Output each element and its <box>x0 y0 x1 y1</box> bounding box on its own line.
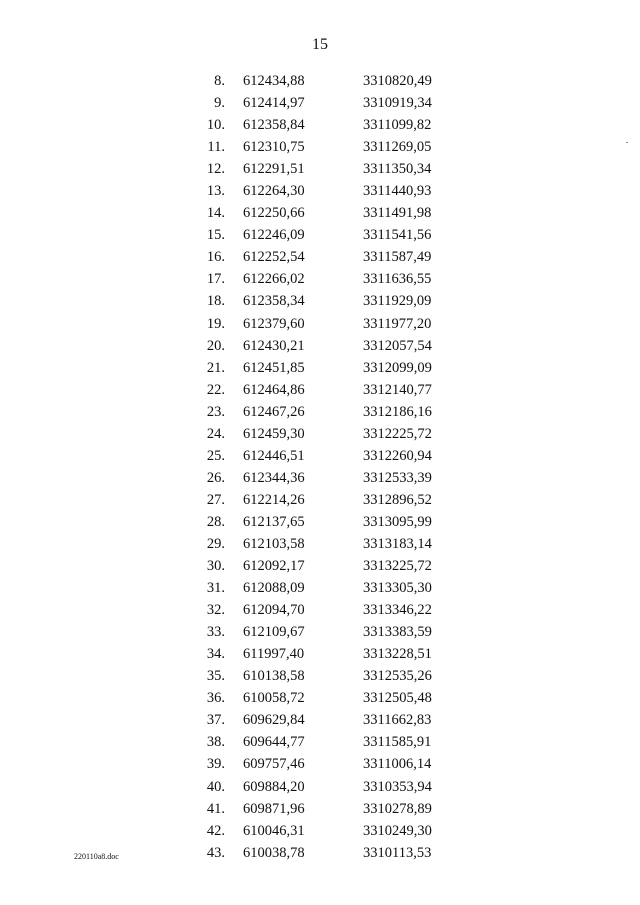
table-row <box>195 379 473 401</box>
table-row <box>195 158 473 180</box>
y-coordinate: 3313346,22 <box>363 602 432 619</box>
point-number: 37. <box>206 712 225 729</box>
table-row <box>195 224 473 246</box>
x-coordinate: 612451,85 <box>243 359 305 376</box>
point-number: 15. <box>206 227 225 244</box>
point-number: 38. <box>206 734 225 751</box>
x-coordinate: 612379,60 <box>243 315 305 332</box>
footer-filename: 220110a8.doc <box>74 852 119 861</box>
x-coordinate: 612266,02 <box>243 271 305 288</box>
point-number: 12. <box>206 161 225 178</box>
y-coordinate: 3311440,93 <box>363 183 432 200</box>
x-coordinate: 612252,54 <box>243 249 305 266</box>
x-coordinate: 611997,40 <box>243 646 305 663</box>
point-number: 42. <box>206 822 225 839</box>
y-coordinate: 3311350,34 <box>363 161 432 178</box>
y-coordinate: 3312186,16 <box>363 403 432 420</box>
table-row <box>195 335 473 357</box>
y-coordinate: 3312533,39 <box>363 469 432 486</box>
table-row <box>195 114 473 136</box>
x-coordinate: 612109,67 <box>243 624 305 641</box>
x-coordinate: 609757,46 <box>243 756 305 773</box>
table-row <box>195 92 473 114</box>
y-coordinate: 3311929,09 <box>363 293 432 310</box>
table-row <box>195 842 473 864</box>
point-number: 31. <box>206 580 225 597</box>
point-number: 29. <box>206 535 225 552</box>
y-coordinate: 3313095,99 <box>363 513 432 530</box>
y-coordinate: 3310278,89 <box>363 800 432 817</box>
y-coordinate: 3311977,20 <box>363 315 432 332</box>
coordinates-table <box>195 70 473 864</box>
point-number: 27. <box>206 491 225 508</box>
table-row <box>195 599 473 621</box>
table-row <box>195 577 473 599</box>
table-row <box>195 246 473 268</box>
y-coordinate: 3311662,83 <box>363 712 432 729</box>
y-coordinate: 3312057,54 <box>363 337 432 354</box>
x-coordinate: 612459,30 <box>243 425 305 442</box>
table-row <box>195 555 473 577</box>
y-coordinate: 3311269,05 <box>363 139 432 156</box>
y-coordinate: 3312225,72 <box>363 425 432 442</box>
point-number: 36. <box>206 690 225 707</box>
page-number: 15 <box>312 36 328 53</box>
point-number: 22. <box>206 381 225 398</box>
table-row <box>195 136 473 158</box>
y-coordinate: 3312260,94 <box>363 447 432 464</box>
table-row <box>195 445 473 467</box>
coordinates-table-body <box>195 70 473 864</box>
x-coordinate: 612214,26 <box>243 491 305 508</box>
point-number: 23. <box>206 403 225 420</box>
x-coordinate: 612291,51 <box>243 161 305 178</box>
table-row <box>195 511 473 533</box>
y-coordinate: 3311585,91 <box>363 734 432 751</box>
y-coordinate: 3310919,34 <box>363 95 432 112</box>
table-row <box>195 643 473 665</box>
point-number: 19. <box>206 315 225 332</box>
point-number: 34. <box>206 646 225 663</box>
x-coordinate: 610038,78 <box>243 844 305 861</box>
table-row <box>195 665 473 687</box>
x-coordinate: 612358,84 <box>243 117 305 134</box>
point-number: 35. <box>206 668 225 685</box>
y-coordinate: 3311006,14 <box>363 756 432 773</box>
y-coordinate: 3313305,30 <box>363 580 432 597</box>
point-number: 13. <box>206 183 225 200</box>
table-row <box>195 621 473 643</box>
point-number: 28. <box>206 513 225 530</box>
point-number: 21. <box>206 359 225 376</box>
table-row <box>195 180 473 202</box>
x-coordinate: 609629,84 <box>243 712 305 729</box>
point-number: 43. <box>206 844 225 861</box>
x-coordinate: 612344,36 <box>243 469 305 486</box>
x-coordinate: 612430,21 <box>243 337 305 354</box>
table-row <box>195 798 473 820</box>
y-coordinate: 3311099,82 <box>363 117 432 134</box>
y-coordinate: 3311541,56 <box>363 227 432 244</box>
x-coordinate: 609871,96 <box>243 800 305 817</box>
point-number: 20. <box>206 337 225 354</box>
table-row <box>195 70 473 92</box>
point-number: 30. <box>206 558 225 575</box>
x-coordinate: 612434,88 <box>243 73 305 89</box>
x-coordinate: 612246,09 <box>243 227 305 244</box>
point-number: 9. <box>214 95 225 112</box>
table-row <box>195 731 473 753</box>
y-coordinate: 3312099,09 <box>363 359 432 376</box>
y-coordinate: 3311491,98 <box>363 205 432 222</box>
y-coordinate: 3313225,72 <box>363 558 432 575</box>
point-number: 14. <box>206 205 225 222</box>
table-row <box>195 687 473 709</box>
point-number: 39. <box>206 756 225 773</box>
table-row <box>195 753 473 775</box>
table-row <box>195 357 473 379</box>
x-coordinate: 612250,66 <box>243 205 305 222</box>
y-coordinate: 3310249,30 <box>363 822 432 839</box>
y-coordinate: 3313383,59 <box>363 624 432 641</box>
table-row <box>195 467 473 489</box>
table-row <box>195 290 473 312</box>
table-row <box>195 313 473 335</box>
point-number: 8. <box>214 73 225 89</box>
table-row <box>195 489 473 511</box>
y-coordinate: 3310113,53 <box>363 844 432 861</box>
y-coordinate: 3311587,49 <box>363 249 432 266</box>
point-number: 25. <box>206 447 225 464</box>
x-coordinate: 612264,30 <box>243 183 305 200</box>
point-number: 26. <box>206 469 225 486</box>
y-coordinate: 3312896,52 <box>363 491 432 508</box>
y-coordinate: 3313228,51 <box>363 646 432 663</box>
x-coordinate: 612414,97 <box>243 95 305 112</box>
x-coordinate: 610138,58 <box>243 668 305 685</box>
x-coordinate: 612137,65 <box>243 513 305 530</box>
point-number: 18. <box>206 293 225 310</box>
x-coordinate: 612310,75 <box>243 139 305 156</box>
x-coordinate: 612446,51 <box>243 447 305 464</box>
table-row <box>195 776 473 798</box>
table-row <box>195 533 473 555</box>
y-coordinate: 3312505,48 <box>363 690 432 707</box>
point-number: 33. <box>206 624 225 641</box>
y-coordinate: 3311636,55 <box>363 271 432 288</box>
x-coordinate: 609644,77 <box>243 734 305 751</box>
x-coordinate: 612467,26 <box>243 403 305 420</box>
point-number: 24. <box>206 425 225 442</box>
edge-mark <box>626 142 628 143</box>
point-number: 16. <box>206 249 225 266</box>
x-coordinate: 609884,20 <box>243 778 305 795</box>
x-coordinate: 610046,31 <box>243 822 305 839</box>
point-number: 32. <box>206 602 225 619</box>
table-row <box>195 401 473 423</box>
table-row <box>195 202 473 224</box>
y-coordinate: 3313183,14 <box>363 535 432 552</box>
point-number: 10. <box>206 117 225 134</box>
point-number: 40. <box>206 778 225 795</box>
table-row <box>195 423 473 445</box>
y-coordinate: 3310353,94 <box>363 778 432 795</box>
table-row <box>195 268 473 290</box>
y-coordinate: 3312535,26 <box>363 668 432 685</box>
x-coordinate: 610058,72 <box>243 690 305 707</box>
x-coordinate: 612358,34 <box>243 293 305 310</box>
y-coordinate: 3310820,49 <box>363 73 432 89</box>
table-row <box>195 709 473 731</box>
x-coordinate: 612088,09 <box>243 580 305 597</box>
point-number: 41. <box>206 800 225 817</box>
y-coordinate: 3312140,77 <box>363 381 432 398</box>
point-number: 11. <box>207 139 225 156</box>
x-coordinate: 612094,70 <box>243 602 305 619</box>
x-coordinate: 612464,86 <box>243 381 305 398</box>
point-number: 17. <box>206 271 225 288</box>
table-row <box>195 820 473 842</box>
x-coordinate: 612092,17 <box>243 558 305 575</box>
x-coordinate: 612103,58 <box>243 535 305 552</box>
